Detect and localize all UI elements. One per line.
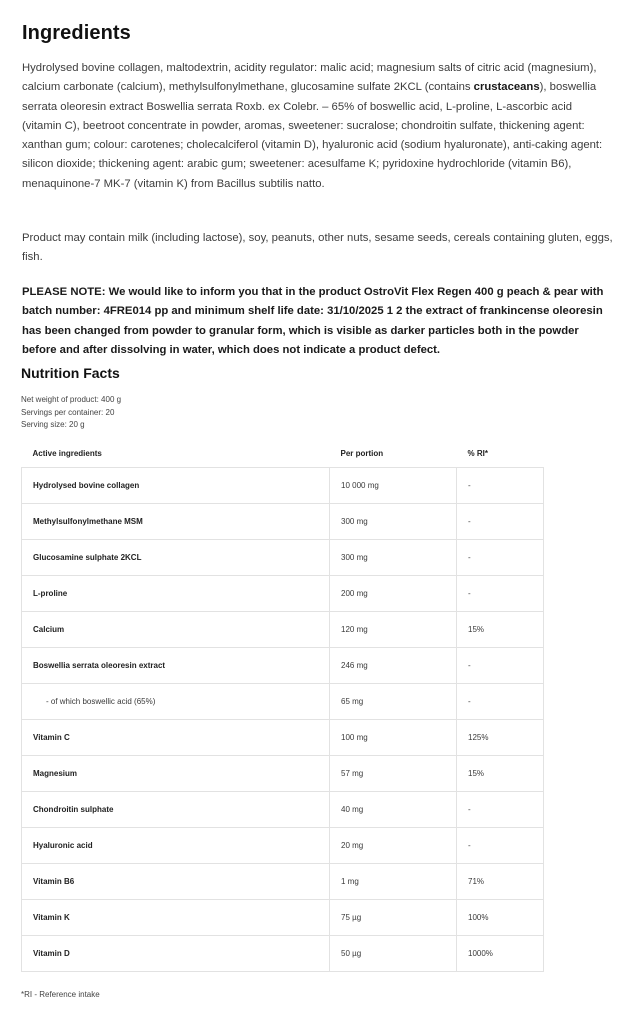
nutrition-meta bbox=[21, 394, 121, 432]
ingredients-composition bbox=[22, 59, 614, 194]
table-row bbox=[22, 792, 544, 828]
ri-value: 1000% bbox=[457, 936, 544, 972]
ri-footnote: *RI - Reference intake bbox=[21, 990, 100, 999]
ri-value: - bbox=[457, 792, 544, 828]
ingredient-name: - of which boswellic acid (65%) bbox=[22, 684, 330, 720]
nutrition-facts-heading: Nutrition Facts bbox=[21, 365, 120, 381]
ingredient-name: Vitamin D bbox=[22, 936, 330, 972]
ingredient-name: Calcium bbox=[22, 612, 330, 648]
per-portion-value: 1 mg bbox=[330, 864, 457, 900]
ingredient-name: Methylsulfonylmethane MSM bbox=[22, 504, 330, 540]
nutrition-table bbox=[21, 439, 544, 972]
ri-value: 71% bbox=[457, 864, 544, 900]
ingredient-name: Vitamin C bbox=[22, 720, 330, 756]
ingredient-name: Boswellia serrata oleoresin extract bbox=[22, 648, 330, 684]
per-portion-value: 50 µg bbox=[330, 936, 457, 972]
ingredients-heading: Ingredients bbox=[22, 22, 131, 44]
please-note-notice: PLEASE NOTE: We would like to inform you that in the product OstroVit Flex Regen 400 g peach & pear with batch number: 4FRE014 pp and minimum shelf life date: 31/10/2025 1 2 the extract of frankincense oleoresin has been changed from powder to granular form, which is visible as darker particles both in the powder before and after dissolving in water, which does not indicate a product defect. bbox=[22, 286, 604, 356]
per-portion-value: 65 mg bbox=[330, 684, 457, 720]
per-portion-value: 20 mg bbox=[330, 828, 457, 864]
ingredient-name: L-proline bbox=[22, 576, 330, 612]
per-portion-value: 75 µg bbox=[330, 900, 457, 936]
table-row bbox=[22, 468, 544, 504]
ri-value: 125% bbox=[457, 720, 544, 756]
composition-text-start: Hydrolysed bovine collagen, maltodextrin, acidity regulator: malic acid; magnesium salts of citric acid (magnesium), calcium carbonate (calcium), methylsulfonylmethane, glucosamine sulfate 2KCL (contains bbox=[22, 62, 597, 94]
ri-value: - bbox=[457, 504, 544, 540]
ri-value: 15% bbox=[457, 612, 544, 648]
table-row bbox=[22, 504, 544, 540]
ri-value: - bbox=[457, 540, 544, 576]
per-portion-value: 100 mg bbox=[330, 720, 457, 756]
ingredient-name: Glucosamine sulphate 2KCL bbox=[22, 540, 330, 576]
ri-value: - bbox=[457, 648, 544, 684]
table-row bbox=[22, 540, 544, 576]
table-row bbox=[22, 684, 544, 720]
allergen-notice: Product may contain milk (including lactose), soy, peanuts, other nuts, sesame seeds, cereals containing gluten, eggs, fish. bbox=[22, 232, 613, 264]
header-active-ingredients: Active ingredients bbox=[32, 448, 102, 458]
per-portion-value: 120 mg bbox=[330, 612, 457, 648]
composition-text-end: ), boswellia serrata oleoresin extract Boswellia serrata Roxb. ex Colebr. – 65% of boswellic acid, L-proline, L-ascorbic acid (vitamin C), beetroot concentrate in powder, aromas, sweetener: sucralose; chondroitin sulfate, thickening agent: xanthan gum; colour: carotenes; cholecalciferol (vitamin D), hyaluronic acid (sodium hyaluronate), anti-caking agent: silicon dioxide; thickening agent: arabic gum; sweetener: acesulfame K; pyridoxine hydrochloride (vitamin B6), menaquinone-7 MK-7 (vitamin K) from Bacillus subtilis natto. bbox=[22, 81, 603, 190]
table-row bbox=[22, 648, 544, 684]
servings-per-container: Servings per container: 20 bbox=[21, 407, 115, 417]
ri-value: 100% bbox=[457, 900, 544, 936]
per-portion-value: 10 000 mg bbox=[330, 468, 457, 504]
per-portion-value: 300 mg bbox=[330, 540, 457, 576]
ri-value: - bbox=[457, 576, 544, 612]
ingredient-name: Chondroitin sulphate bbox=[22, 792, 330, 828]
ingredient-name: Vitamin K bbox=[22, 900, 330, 936]
table-row bbox=[22, 756, 544, 792]
nutrition-table-header bbox=[22, 439, 544, 468]
table-row bbox=[22, 720, 544, 756]
ingredient-name: Hyaluronic acid bbox=[22, 828, 330, 864]
table-row bbox=[22, 936, 544, 972]
per-portion-value: 57 mg bbox=[330, 756, 457, 792]
header-ri: % RI* bbox=[467, 448, 488, 458]
table-row bbox=[22, 828, 544, 864]
per-portion-value: 246 mg bbox=[330, 648, 457, 684]
ingredient-name: Magnesium bbox=[22, 756, 330, 792]
net-weight: Net weight of product: 400 g bbox=[21, 395, 122, 404]
ingredient-name: Hydrolysed bovine collagen bbox=[22, 468, 330, 504]
per-portion-value: 40 mg bbox=[330, 792, 457, 828]
table-row bbox=[22, 612, 544, 648]
allergen-crustaceans: crustaceans bbox=[473, 81, 540, 94]
serving-size: Serving size: 20 g bbox=[21, 420, 85, 429]
table-row bbox=[22, 576, 544, 612]
header-per-portion: Per portion bbox=[340, 448, 384, 458]
per-portion-value: 200 mg bbox=[330, 576, 457, 612]
table-row bbox=[22, 900, 544, 936]
ingredient-name: Vitamin B6 bbox=[22, 864, 330, 900]
table-row bbox=[22, 864, 544, 900]
ri-value: - bbox=[457, 828, 544, 864]
ri-value: 15% bbox=[457, 756, 544, 792]
ri-value: - bbox=[457, 684, 544, 720]
per-portion-value: 300 mg bbox=[330, 504, 457, 540]
ri-value: - bbox=[457, 468, 544, 504]
